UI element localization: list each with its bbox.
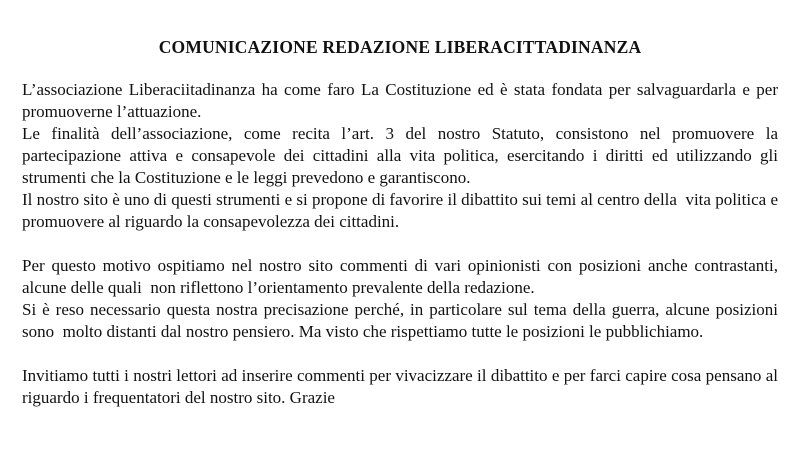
paragraph-block-2 bbox=[22, 255, 783, 343]
document-title: COMUNICAZIONE REDAZIONE LIBERACITTADINANZA bbox=[158, 37, 642, 57]
paragraph-block-3 bbox=[22, 365, 783, 409]
paragraph-association-intro: L’associazione Liberaciitadinanza ha come faro La Costituzione ed è stata fondata per salvaguardarla e per promuoverne l’attuazione. bbox=[22, 80, 783, 121]
paragraph-site-purpose: Il nostro sito è uno di questi strumenti e si propone di favorire il dibattito sui temi al centro della vita politica e promuovere al riguardo la consapevolezza dei cittadini. bbox=[22, 190, 783, 231]
paragraph-opinions-hosted: Per questo motivo ospitiamo nel nostro sito commenti di vari opinionisti con posizioni anche contrastanti, alcune delle quali non riflettono l’orientamento prevalente della redazione. bbox=[22, 256, 783, 297]
paragraph-reader-invitation: Invitiamo tutti i nostri lettori ad inserire commenti per vivacizzare il dibattito e per farci capire cosa pensano al riguardo i frequentatori del nostro sito. Grazie bbox=[22, 366, 783, 407]
paragraph-clarification-war: Si è reso necessario questa nostra precisazione perché, in particolare sul tema della guerra, alcune posizioni sono molto distanti dal nostro pensiero. Ma visto che rispettiamo tutte le posizioni le pubblichiamo. bbox=[22, 300, 783, 341]
paragraph-block-1 bbox=[22, 79, 783, 233]
paragraph-statute-aims: Le finalità dell’associazione, come recita l’art. 3 del nostro Statuto, consistono nel promuovere la partecipazione attiva e consapevole dei cittadini alla vita politica, esercitando i diritti ed utilizzando gli strumenti che la Costituzione e le leggi prevedono e garantiscono. bbox=[22, 124, 783, 187]
